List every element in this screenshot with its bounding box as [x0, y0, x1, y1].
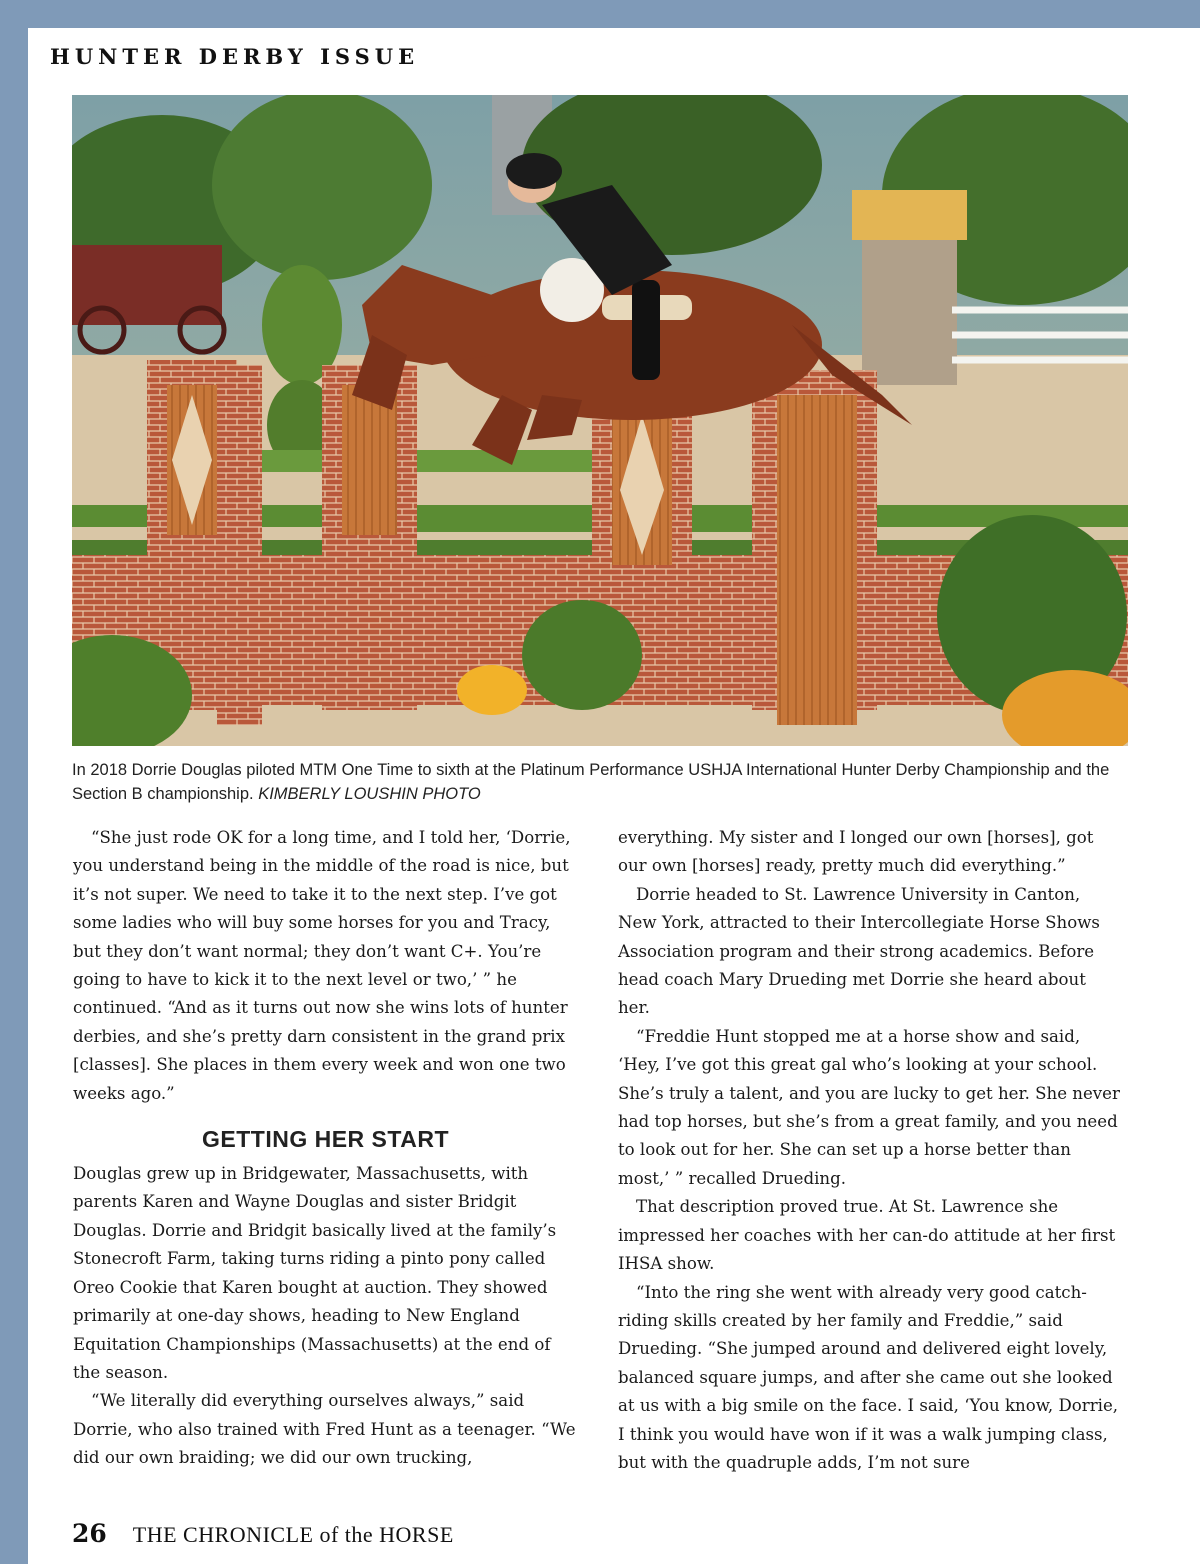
- page-footer: [72, 1519, 454, 1548]
- paragraph: “Into the ring she went with already very good catch-riding skills created by her family and Freddie,” said Drueding. “She jumped around and delivered eight lovely, balanced square jumps, and after she came out she looked at us with a big smile on the face. I said, ‘You know, Dorrie, I think you would have won if it was a walk jumping class, but with the quadruple adds, I’m not sure: [618, 1282, 1119, 1472]
- section-subhead: GETTING HER START: [201, 1126, 449, 1153]
- page-number: 26: [72, 1519, 107, 1548]
- paragraph: That description proved true. At St. Lawrence she impressed her coaches with her can-do attitude at her first IHSA show.: [618, 1197, 1116, 1274]
- paragraph: “She just rode OK for a long time, and I told her, ‘Dorrie, you understand being in the middle of the road is nice, but it’s not super. We need to take it to the next step. I’ve got some ladies who will buy some horses for you and Tracy, but they don’t want normal; they don’t want C+. You’re going to have to kick it to the next level or two,’ ” he continued. “And as it turns out now she wins lots of hunter derbies, and she’s pretty darn consistent in the grand prix [classes]. She places in them every week and won one two weeks ago.”: [73, 828, 571, 1103]
- paragraph: everything. My sister and I longed our own [horses], got our own [horses] ready, pretty much did everything.”: [618, 828, 1094, 876]
- article-column-left: [73, 824, 578, 1473]
- paragraph: Douglas grew up in Bridgewater, Massachusetts, with parents Karen and Wayne Douglas and sister Bridgit Douglas. Dorrie and Bridgit basically lived at the family’s Stonecroft Farm, taking turns riding a pinto pony called Oreo Cookie that Karen bought at auction. They showed primarily at one-day shows, heading to New England Equitation Championships (Massachusetts) at the end of the season.: [73, 1164, 557, 1382]
- paragraph: “We literally did everything ourselves always,” said Dorrie, who also trained with Fred Hunt as a teenager. “We did our own braiding; we did our own trucking,: [73, 1391, 576, 1468]
- section-header: HUNTER DERBY ISSUE: [50, 44, 420, 69]
- paragraph: Dorrie headed to St. Lawrence University in Canton, New York, attracted to their Intercollegiate Horse Shows Association program and their strong academics. Before head coach Mary Drueding met Dorrie she heard about her.: [618, 884, 1100, 1018]
- horse-jump-illustration: [72, 95, 1128, 746]
- article-photo: [72, 95, 1128, 746]
- magazine-logo: THE CHRONICLE of the HORSE: [132, 1522, 454, 1547]
- article-column-right: [618, 824, 1123, 1477]
- caption-text: In 2018 Dorrie Douglas piloted MTM One Time to sixth at the Platinum Performance USHJA International Hunter Derby Championship and the Section B championship.: [72, 761, 1110, 803]
- magazine-page: [28, 28, 1200, 1564]
- photo-credit: KIMBERLY LOUSHIN PHOTO: [258, 785, 481, 803]
- paragraph: “Freddie Hunt stopped me at a horse show and said, ‘Hey, I’ve got this great gal who’s looking at your school. She’s truly a talent, and you are lucky to get her. She never had top horses, but she’s from a great family, and you need to look out for her. She can set up a horse better than most,’ ” recalled Drueding.: [618, 1026, 1120, 1188]
- photo-caption: [72, 758, 1128, 806]
